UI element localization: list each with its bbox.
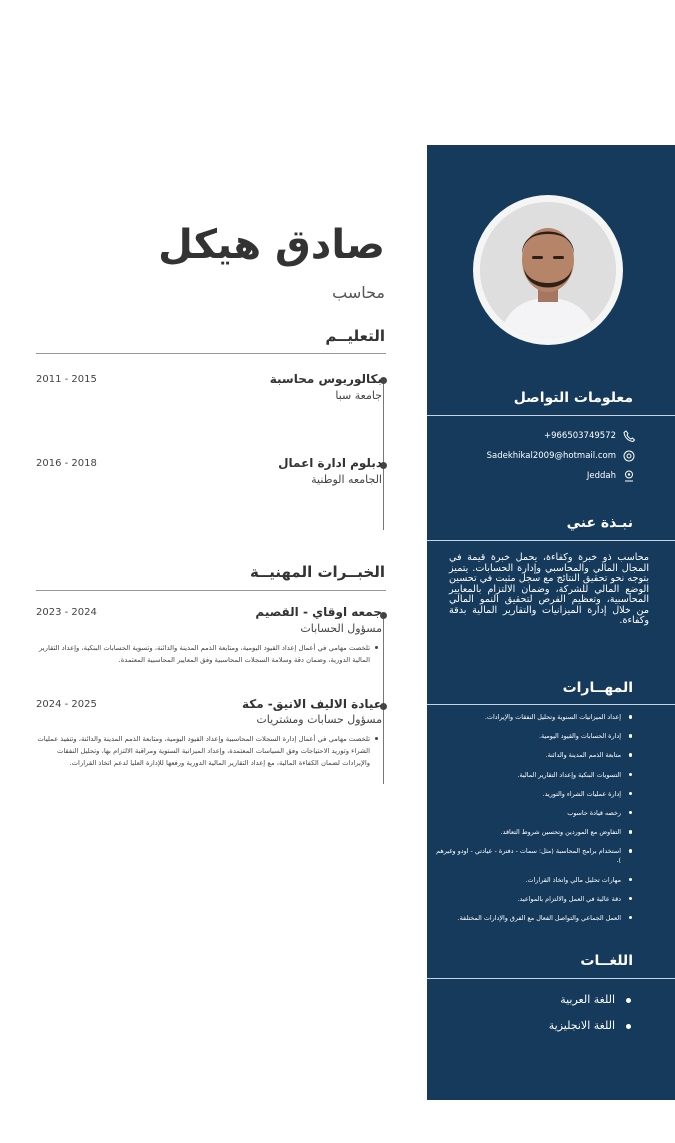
experience-heading: الخبــرات المهنيــة — [249, 563, 385, 581]
language-item: اللغة الانجليزية — [549, 1019, 633, 1032]
contact-heading: معلومات التواصل — [513, 390, 633, 406]
skill-item: إدارة الحسابات والقيود اليومية. — [433, 732, 633, 741]
experience-dates: 2023 - 2024 — [36, 607, 97, 618]
skill-item: رخصه قيادة حاسوب — [433, 809, 633, 818]
skill-item: مهارات تحليل مالي واتخاذ القرارات. — [433, 876, 633, 885]
skills-divider — [427, 704, 675, 705]
education-heading: التعليــم — [325, 327, 385, 345]
experience-description: تلخصت مهامي في أعمال إدارة السجلات المحاسبية وإعداد القيود اليومية، ومتابعة الذمم المدينة والدائنة، وتنفيذ عمليات الشراء وتوريد الاحتياجات وفق السياسات المعتمدة، وإعداد الميزانية السنوية ومراقبة الالتزام بها، وتحليل النفقات والإيرادات لضمان الكفاءة المالية، مع إعداد التقارير المالية الدورية ورفعها للإدارة العليا لدعم اتخاذ القرارات. — [30, 733, 379, 769]
skill-item: إعداد الميزانيات السنوية وتحليل النفقات والإيرادات. — [433, 713, 633, 722]
languages-divider — [427, 978, 675, 979]
about-heading: نبـذة عني — [566, 515, 633, 531]
education-school: الجامعه الوطنية — [311, 473, 382, 486]
contact-location: Jeddah — [586, 471, 616, 481]
skills-heading: المهــارات — [562, 680, 633, 696]
experience-role: مسؤول حسابات ومشتريات — [256, 713, 382, 726]
profile-photo — [480, 202, 616, 338]
about-divider — [427, 540, 675, 541]
sidebar — [427, 145, 675, 1100]
skill-item: العمل الجماعي والتواصل الفعال مع الفرق والإدارات المختلفة. — [433, 914, 633, 923]
education-degree: دبلوم ادارة اعمال — [278, 456, 382, 470]
education-degree: بكالوريوس محاسبة — [269, 372, 382, 386]
skill-item: التفاوض مع الموردين وتحسين شروط التعاقد. — [433, 828, 633, 837]
skill-item: دقة عالية في العمل والالتزام بالمواعيد. — [433, 895, 633, 904]
education-timeline — [383, 378, 384, 530]
candidate-name: صادق هيكل — [158, 222, 385, 268]
email-at-icon — [623, 450, 635, 462]
experience-timeline — [383, 612, 384, 784]
skill-item: متابعة الذمم المدينة والدائنة. — [433, 751, 633, 760]
about-text: محاسب ذو خبرة وكفاءة، يحمل خبرة قيمة في المجال المالي والمحاسبي وإدارة الحسابات. يتميز بتوجه نحو تحقيق النتائج مع سجل مثبت في تحسين الوضع المالي للشركة، وضمان الالتزام بالمعايير المحاسبية، وتعظيم الفرص لتحقيق النمو المالي من خلال إدارة الميزانيات والتقارير المالية بدقة وكفاءة. — [449, 552, 649, 626]
skill-item: استخدام برامج المحاسبة (مثل: سمات - دفترة - عيادتي - اودو وغيرهم ). — [433, 847, 633, 865]
contact-email-row — [487, 450, 635, 462]
experience-dates: 2024 - 2025 — [36, 699, 97, 710]
experience-divider — [36, 590, 386, 591]
experience-company: عيادة الاليف الانيق- مكة — [241, 697, 382, 711]
contact-phone-row — [544, 430, 635, 442]
education-dates: 2011 - 2015 — [36, 374, 97, 385]
education-school: جامعة سبا — [335, 389, 382, 402]
profile-photo-frame — [473, 195, 623, 345]
experience-description: تلخصت مهامي في أعمال إعداد القيود اليومية، ومتابعة الذمم المدينة والدائنة، وتسوية الحسابات البنكية، وإعداد التقارير المالية الدورية، وضمان دقة وسلامة السجلات المحاسبية وفق المعايير المحاسبية المعتمدة. — [30, 642, 379, 666]
education-divider — [36, 353, 386, 354]
job-title: محاسب — [332, 283, 385, 302]
phone-icon — [623, 430, 635, 442]
contact-email[interactable]: Sadekhikal2009@hotmail.com — [486, 451, 616, 461]
skills-list — [433, 713, 633, 933]
languages-heading: اللغــات — [580, 953, 633, 969]
contact-location-row — [587, 470, 635, 482]
contact-phone[interactable]: +966503749572 — [543, 431, 616, 441]
experience-role: مسؤول الحسابات — [300, 622, 382, 635]
skill-item: التسويات البنكية وإعداد التقارير المالية. — [433, 771, 633, 780]
education-dates: 2016 - 2018 — [36, 458, 97, 469]
experience-company: جمعه اوقاي - القصيم — [255, 605, 382, 619]
contact-divider — [427, 415, 675, 416]
language-item: اللغة العربية — [549, 993, 633, 1006]
location-pin-icon — [623, 470, 635, 482]
languages-list — [549, 993, 633, 1045]
skill-item: إدارة عمليات الشراء والتوريد. — [433, 790, 633, 799]
